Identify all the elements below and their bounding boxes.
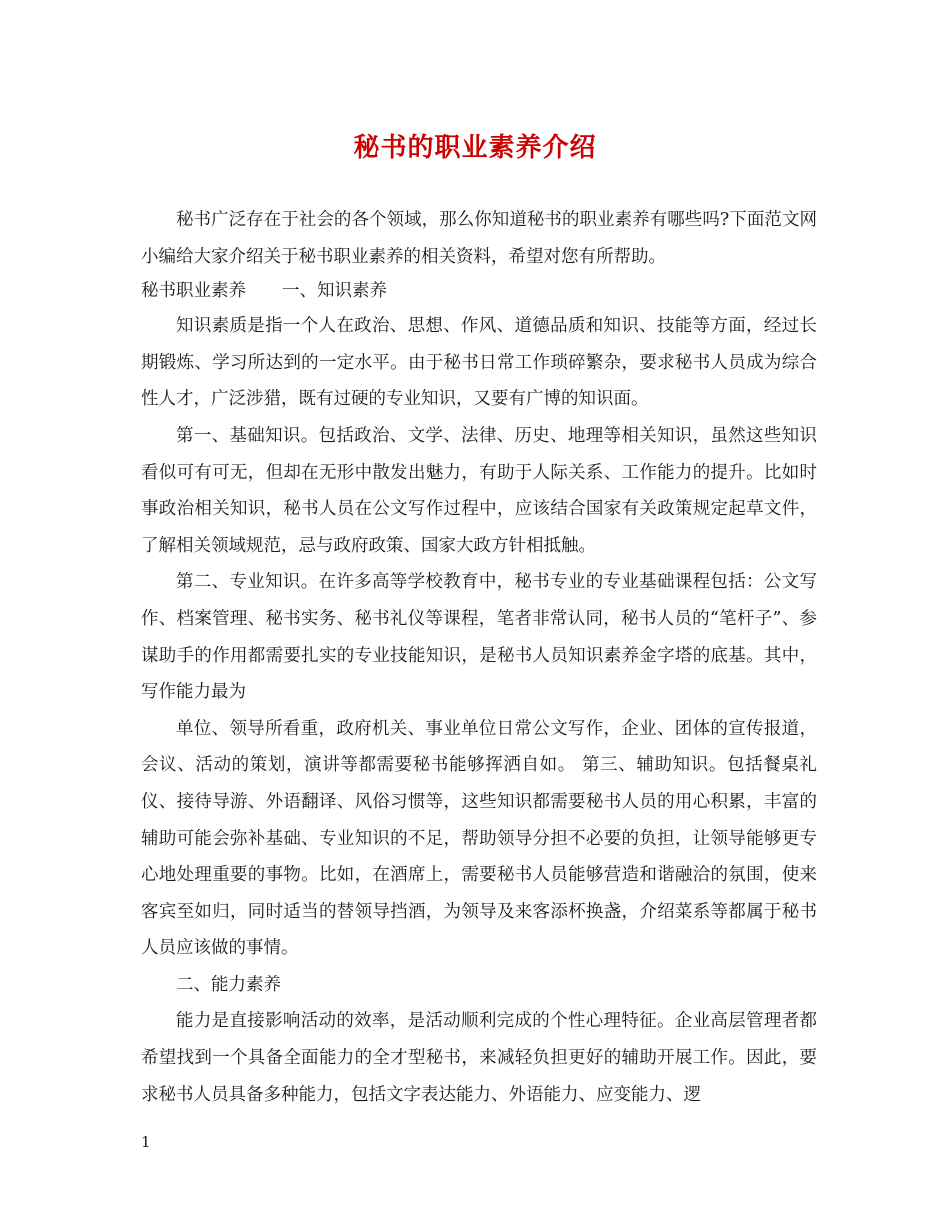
ability-definition-paragraph: 能力是直接影响活动的效率，是活动顺利完成的个性心理特征。企业高层管理者都希望找到一个具备全面能力的全才型秘书，来减轻负担更好的辅助开展工作。因此，要求秘书人员具备多种能力，包括文字表达能力、外语能力、应变能力、逻 (141, 1011, 817, 1105)
section-label: 秘书职业素养 (141, 281, 246, 302)
page-title: 秘书的职业素养介绍 (353, 133, 597, 163)
section-two-heading: 二、能力素养 (176, 974, 281, 995)
basic-knowledge-paragraph: 第一、基础知识。包括政治、文学、法律、历史、地理等相关知识，虽然这些知识看似可有可无，但却在无形中散发出魅力，有助于人际关系、工作能力的提升。比如时事政治相关知识，秘书人员在公文写作过程中，应该结合国家有关政策规定起草文件，了解相关领域规范，忌与政府政策、国家大政方针相抵触。 (141, 425, 817, 556)
auxiliary-knowledge-paragraph: 单位、领导所看重，政府机关、事业单位日常公文写作，企业、团体的宣传报道，会议、活动的策划，演讲等都需要秘书能够挥洒自如。 第三、辅助知识。包括餐桌礼仪、接待导游、外语翻译、风俗习惯等，这些知识都需要秘书人员的用心积累，丰富的辅助可能会弥补基础、专业知识的不足，帮助领导分担不必要的负担，让领导能够更专心地处理重要的事物。比如，在酒席上，需要秘书人员能够营造和谐融洽的氛围，使来客宾至如归，同时适当的替领导挡酒，为领导及来客添杯换盏，介绍菜系等都属于秘书人员应该做的事情。 (141, 718, 817, 959)
page-number: 1 (141, 1133, 151, 1151)
professional-knowledge-paragraph: 第二、专业知识。在许多高等学校教育中，秘书专业的专业基础课程包括：公文写作、档案管理、秘书实务、秘书礼仪等课程，笔者非常认同，秘书人员的“笔杆子”、参谋助手的作用都需要扎实的专业技能知识，是秘书人员知识素养金字塔的底基。其中，写作能力最为 (141, 572, 817, 703)
knowledge-definition-paragraph: 知识素质是指一个人在政治、思想、作风、道德品质和知识、技能等方面，经过长期锻炼、学习所达到的一定水平。由于秘书日常工作琐碎繁杂，要求秘书人员成为综合性人才，广泛涉猎，既有过硬的专业知识，又要有广博的知识面。 (141, 316, 817, 410)
section-one-heading: 一、知识素养 (282, 281, 387, 302)
intro-paragraph: 秘书广泛存在于社会的各个领域，那么你知道秘书的职业素养有哪些吗?下面范文网小编给大家介绍关于秘书职业素养的相关资料，希望对您有所帮助。 (141, 210, 817, 267)
section-heading-line (141, 275, 817, 308)
document-body (141, 202, 817, 1113)
